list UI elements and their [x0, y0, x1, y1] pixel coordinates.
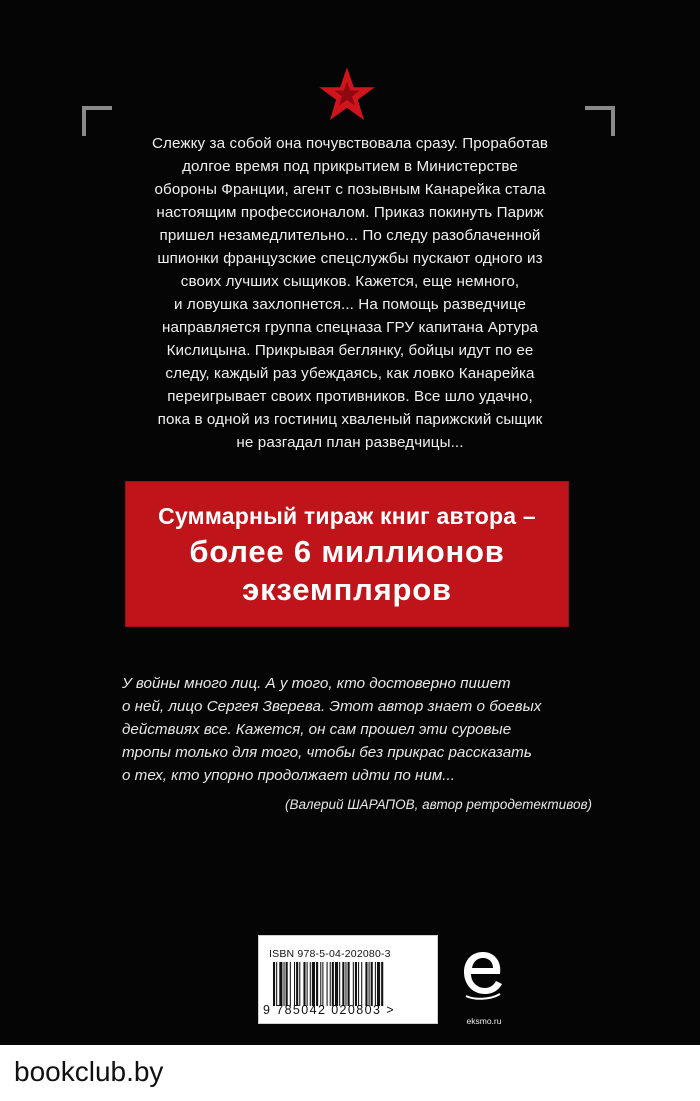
- promo-line: экземпляров: [242, 572, 452, 607]
- barcode-bar: [348, 962, 350, 1006]
- synopsis-line: настоящим профессионалом. Приказ покинуть Париж: [156, 204, 544, 221]
- barcode-bar: [327, 962, 328, 1006]
- synopsis-line: и ловушка захлопнется... На помощь разведчице: [173, 296, 527, 313]
- synopsis-line: пока в одной из гостиниц хваленый парижский сыщик: [157, 411, 543, 428]
- quote-line: тропы только для того, чтобы без прикрас рассказать: [122, 744, 532, 761]
- barcode-bar: [339, 962, 340, 1006]
- review-quote: [122, 672, 592, 787]
- barcode-bar: [273, 962, 275, 1006]
- barcode-bar: [361, 962, 362, 1006]
- barcode-bar: [296, 962, 298, 1006]
- quote-line: о ней, лицо Сергея Зверева. Этот автор знает о боевых: [122, 698, 542, 715]
- barcode-bar: [322, 962, 323, 1006]
- barcode-bar: [276, 962, 277, 1006]
- barcode-bar: [335, 962, 338, 1006]
- barcode-bar: [316, 962, 318, 1006]
- synopsis-line: долгое время под прикрытием в Министерстве: [182, 158, 518, 175]
- barcode-bar: [330, 962, 331, 1006]
- barcode-bar: [286, 962, 288, 1006]
- isbn-number: ISBN 978-5-04-202080-3: [269, 948, 391, 960]
- quote-line: о тех, кто упорно продолжает идти по ним...: [122, 767, 455, 784]
- isbn-barcode: [258, 935, 438, 1024]
- barcode-bar: [290, 962, 291, 1006]
- eksmo-logo-icon: [460, 948, 506, 1000]
- barcode-bar: [332, 962, 334, 1006]
- barcode-bar: [303, 962, 305, 1006]
- synopsis-line: Слежку за собой она почувствовала сразу. Проработав: [151, 135, 549, 152]
- barcode-digits: 9 785042 020803 >: [263, 1003, 395, 1017]
- barcode-bar: [320, 962, 321, 1006]
- barcode-bar: [342, 962, 344, 1006]
- barcode-bar: [371, 962, 373, 1006]
- corner-bracket-right: [585, 106, 615, 136]
- synopsis-line: направляется группа спецназа ГРУ капитана Артура: [161, 319, 539, 336]
- barcode-bar: [307, 962, 308, 1006]
- circulation-promo-box: [125, 481, 569, 627]
- barcode-bar: [284, 962, 285, 1006]
- synopsis-line: пришел незамедлительно... По следу разоблаченной: [159, 227, 541, 244]
- barcode-bar: [353, 962, 354, 1006]
- synopsis-line: не разгадал план разведчицы...: [236, 434, 464, 451]
- barcode-bar: [294, 962, 295, 1006]
- promo-line: более 6 миллионов: [189, 534, 505, 569]
- synopsis-text: [116, 132, 584, 454]
- quote-line: У войны много лиц. А у того, кто достоверно пишет: [122, 675, 511, 692]
- barcode-bar: [377, 962, 380, 1006]
- red-star-icon: [318, 66, 376, 122]
- synopsis-line: своих лучших сыщиков. Кажется, еще немного,: [180, 273, 520, 290]
- barcode-bar: [310, 962, 311, 1006]
- barcode-bar: [358, 962, 359, 1006]
- barcode-bars: [273, 962, 425, 1006]
- watermark-text: bookclub.by: [14, 1056, 164, 1087]
- synopsis-line: обороны Франции, агент с позывным Канарейка стала: [154, 181, 546, 198]
- quote-author: (Валерий ШАРАПОВ, автор ретродетективов): [284, 797, 592, 812]
- barcode-bar: [345, 962, 346, 1006]
- corner-bracket-left: [82, 106, 112, 136]
- synopsis-line: следу, каждый раз убеждаясь, как ловко Канарейка: [165, 365, 535, 382]
- barcode-bar: [312, 962, 315, 1006]
- barcode-bar: [375, 962, 376, 1006]
- barcode-bar: [355, 962, 357, 1006]
- barcode-bar: [365, 962, 367, 1006]
- barcode-bar: [381, 962, 383, 1006]
- synopsis-line: переигрывает своих противников. Все шло удачно,: [167, 388, 533, 405]
- publisher-url: eksmo.ru: [466, 1016, 502, 1026]
- promo-line: Суммарный тираж книг автора –: [158, 503, 536, 529]
- barcode-bar: [369, 962, 370, 1006]
- quote-line: действиях все. Кажется, он сам прошел эти суровые: [122, 721, 512, 738]
- barcode-bar: [299, 962, 300, 1006]
- barcode-bar: [279, 962, 282, 1006]
- synopsis-line: шпионки французские спецслужбы пускают одного из: [157, 250, 543, 267]
- synopsis-line: Кислицына. Прикрывая беглянку, бойцы идут по ее: [166, 342, 534, 359]
